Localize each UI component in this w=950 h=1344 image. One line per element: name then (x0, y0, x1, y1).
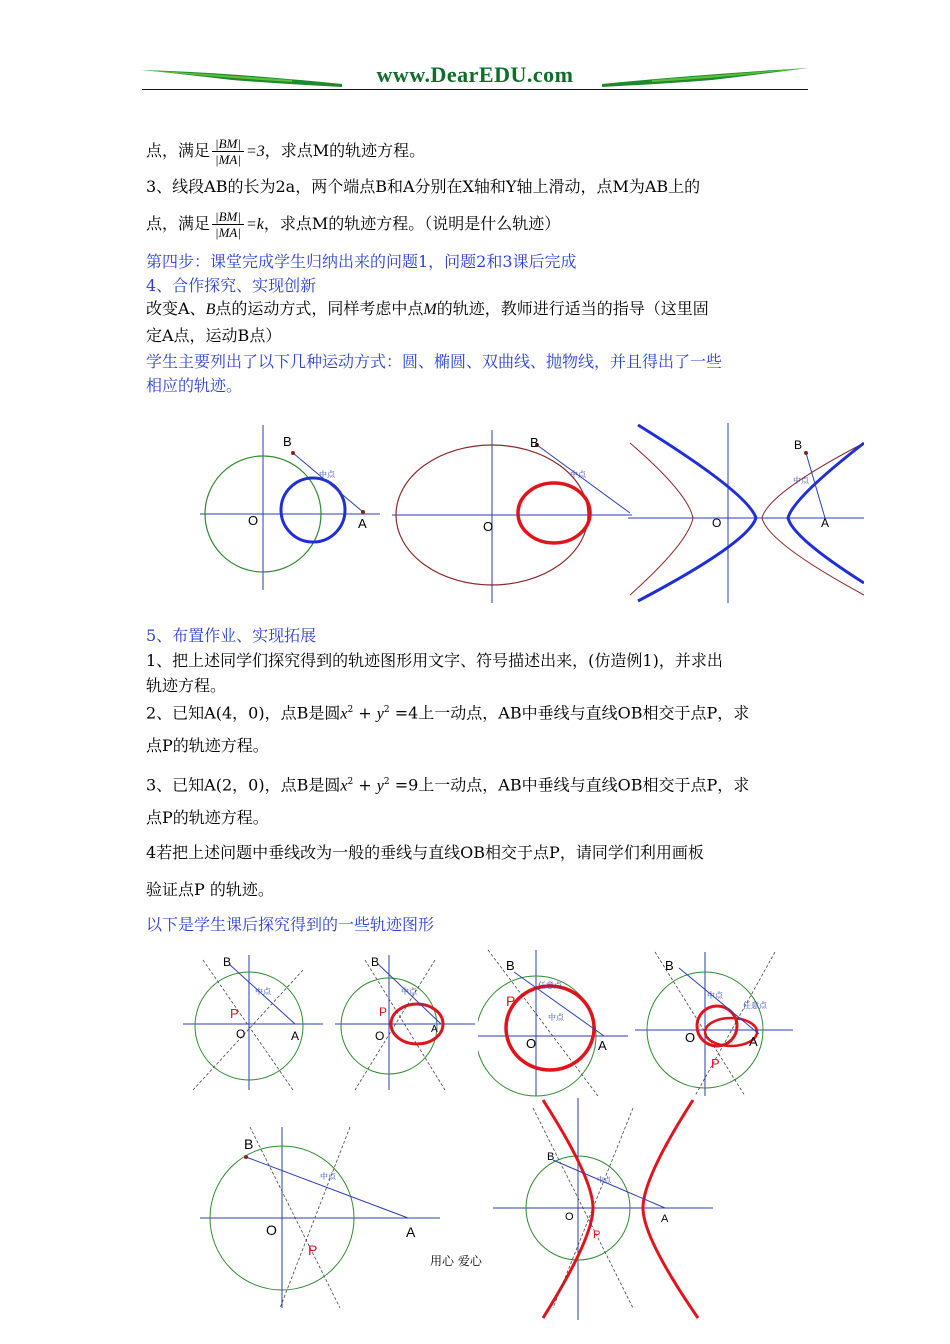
label-mid: 中点 (548, 1013, 564, 1022)
label-p: P (711, 1056, 720, 1071)
homework-3-line1: 3、已知A(2，0)，点B是圆$x^2 + y^2 =9$上一动点，AB中垂线与直线OB相交于点P，求 (146, 775, 750, 795)
label-b: B (530, 435, 539, 450)
label-mid: 中点 (597, 1177, 611, 1184)
var-y: y (376, 777, 384, 795)
homework-1-line2: 轨迹方程。 (146, 676, 227, 695)
figure-any-point-1 (478, 948, 628, 1098)
homework-1-line1: 1、把上述同学们探究得到的轨迹图形用文字、符号描述出来，(仿造例1)，并求出 (146, 651, 723, 670)
frac-den: MA (218, 225, 238, 240)
fraction-bm-ma: $\frac{|BM|}{|MA|}$ (212, 136, 244, 167)
label-a: A (358, 516, 367, 531)
text: =4上一动点，AB中垂线与直线OB相交于点P，求 (394, 703, 750, 723)
section-4-blue2: 相应的轨迹。 (146, 376, 243, 395)
label-b: B (665, 958, 674, 973)
figure-ellipse-locus (392, 425, 632, 605)
homework-4-line2: 验证点P 的轨迹。 (146, 880, 274, 899)
figure-hyperbola-bisector (493, 1098, 713, 1320)
section-4-blue1: 学生主要列出了以下几种运动方式：圆、椭圆、双曲线、抛物线，并且得出了一些 (146, 352, 723, 371)
fraction-bm-ma: $\frac{|BM|}{|MA|}$ (212, 209, 244, 240)
frac-num: BM (218, 209, 238, 224)
label-p: P (308, 1242, 318, 1258)
label-mid: 中点 (570, 470, 586, 479)
text: 点的运动方式，同样考虑中点 (215, 299, 424, 318)
text: 改变A、 (146, 299, 206, 318)
figure-hyperbola-locus (628, 423, 864, 603)
label-anypt: 任意点 (538, 981, 562, 990)
figure-perp-bisector-3 (200, 1125, 440, 1310)
label-o: O (248, 513, 259, 528)
section-4-line2: 定A点，运动B点） (146, 326, 282, 345)
text: 3、已知A(2，0)，点B是圆 (146, 775, 341, 795)
label-a: A (598, 1038, 607, 1053)
label-b: B (244, 1136, 254, 1152)
label-o: O (375, 1029, 385, 1043)
label-a: A (749, 1034, 758, 1049)
section-4-line1 (146, 299, 709, 320)
label-b: B (547, 1151, 555, 1163)
footer-text: 用心 爱心 (430, 1254, 482, 1268)
label-p: P (230, 1006, 239, 1021)
text: 点，满足 (146, 141, 211, 160)
var-y: y (376, 705, 384, 723)
var-m: M (423, 301, 437, 318)
text: 的轨迹，教师进行适当的指导（这里固 (436, 299, 709, 318)
label-p: P (379, 1005, 388, 1019)
problem-2-tail (146, 136, 425, 167)
text: =9上一动点，AB中垂线与直线OB相交于点P，求 (394, 775, 750, 795)
section-5-title: 5、布置作业、实现拓展 (146, 626, 317, 645)
label-a: A (291, 1029, 300, 1043)
homework-4-line1: 4若把上述问题中垂线改为一般的垂线与直线OB相交于点P，请同学们利用画板 (146, 843, 704, 862)
page-header (142, 62, 808, 92)
label-a: A (431, 1024, 438, 1035)
label-a: A (821, 516, 830, 530)
frac-num: BM (218, 136, 238, 151)
label-o: O (483, 519, 494, 534)
label-mid: 中点 (793, 476, 809, 485)
label-b: B (506, 958, 515, 973)
label-o: O (266, 1222, 277, 1238)
label-mid: 中点 (319, 470, 335, 479)
text: ，求点M的轨迹方程。（说明是什么轨迹） (263, 214, 561, 233)
problem-3-line2 (146, 209, 560, 240)
homework-3-line2: 点P的轨迹方程。 (146, 808, 269, 827)
plus: + (358, 775, 372, 795)
label-p: P (506, 993, 516, 1009)
label-b: B (283, 434, 292, 449)
label-mid: 中点 (401, 987, 417, 996)
label-o: O (565, 1211, 574, 1223)
var-x: x (340, 777, 348, 795)
text: 2、已知A(4，0)，点B是圆 (146, 703, 341, 723)
text: ，求点M的轨迹方程。 (264, 141, 426, 160)
label-mid: 中点 (320, 1172, 336, 1181)
step-four: 第四步：课堂完成学生归纳出来的问题1，问题2和3课后完成 (146, 252, 577, 271)
label-mid: 中点 (707, 991, 723, 1000)
homework-2-line2: 点P的轨迹方程。 (146, 736, 269, 755)
var-b: B (205, 301, 216, 318)
label-o: O (712, 516, 722, 530)
label-b: B (794, 438, 803, 452)
label-a: A (661, 1213, 669, 1225)
label-anypt: 任意点 (743, 1001, 767, 1010)
problem-3-line1: 3、线段AB的长为2a，两个端点B和A分别在X轴和Y轴上滑动，点M为AB上的 (146, 177, 701, 196)
label-mid: 中点 (255, 987, 271, 996)
figure-perp-bisector-2 (335, 950, 475, 1095)
header-rule (142, 89, 808, 90)
label-o: O (236, 1027, 246, 1041)
var-x: x (340, 705, 348, 723)
figure-perp-bisector-1 (183, 950, 323, 1095)
figure-any-point-2 (635, 950, 795, 1098)
label-o: O (526, 1036, 537, 1051)
label-a: A (406, 1224, 416, 1240)
equals-k: =k (245, 216, 264, 233)
section-4-title: 4、合作探究、实现创新 (146, 276, 317, 295)
equals-3: =3 (245, 143, 265, 160)
site-name: www.DearEDU.com (376, 62, 574, 87)
label-b: B (371, 955, 380, 969)
figure-circle-locus (200, 425, 380, 590)
frac-den: MA (218, 152, 238, 167)
label-o: O (685, 1030, 696, 1045)
label-b: B (223, 955, 232, 969)
label-p: P (593, 1229, 601, 1241)
text: 点，满足 (146, 214, 211, 233)
homework-2-line1: 2、已知A(4，0)，点B是圆$x^2 + y^2 =4$上一动点，AB中垂线与直线OB相交于点P，求 (146, 703, 750, 723)
plus: + (358, 703, 372, 723)
after-class-caption: 以下是学生课后探究得到的一些轨迹图形 (146, 915, 435, 934)
